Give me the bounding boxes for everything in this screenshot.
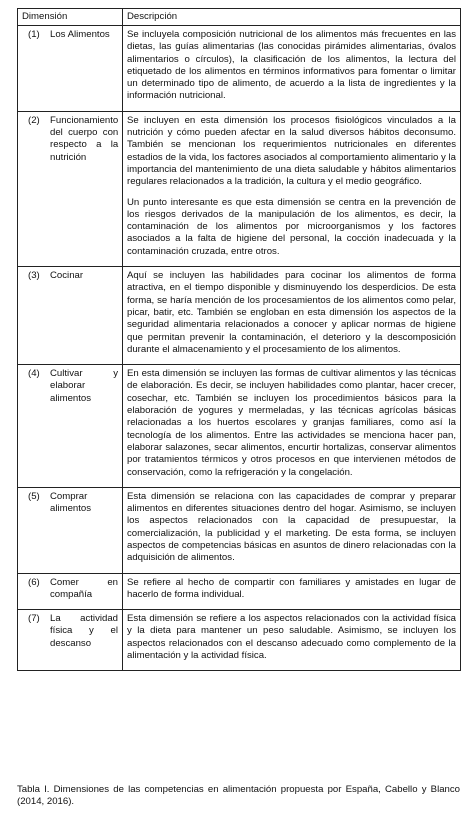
dimension-cell — [18, 573, 123, 610]
dimension-number: (4) — [28, 368, 40, 380]
dimension-cell — [18, 610, 123, 671]
dimension-cell — [18, 487, 123, 573]
table-row — [18, 26, 461, 112]
description-paragraph: Se incluyela composición nutricional de los alimentos más frecuentes en las dietas, las guías alimentarias (las conocidas pirámides alimentarias, óvalos alimentarios o círculos), la clasificación de los alimentos, la lectura del etiquetado de los alimentos en términos informativos para fomentar o limitar un determinado tipo de alimento, de acuerdo a la lista de ingredientes y la información nutricional. — [127, 29, 456, 102]
dimension-number: (5) — [28, 490, 40, 502]
description-paragraph: Se incluyen en esta dimensión los procesos fisiológicos vinculados a la nutrición y cómo pueden afectar en la salud diversos hábitos deconsumo. También se mencionan los requerimientos nutricionales en diferentes estadios de la vida, los factores asociados al comportamiento alimentario y la importancia del mantenimiento de una dieta saludable y hábitos alimentarios regulares relacionados a la tradición, la cultura y el medio geográfico. — [127, 114, 456, 188]
dimension-cell — [18, 26, 123, 112]
table-body — [18, 26, 461, 671]
dimension-number: (7) — [28, 613, 40, 625]
dimension-name: Comer en compañía — [50, 576, 118, 600]
dimension-name: Comprar alimentos — [50, 490, 92, 515]
description-cell — [123, 365, 461, 488]
description-paragraph: Aquí se incluyen las habilidades para cocinar los alimentos de forma atractiva, en el tiempo disponible y disminuyendo los desperdicios. De esta forma, se haría mención de los procesamientos de los alimentos como pelar, picar, batir, etc. También se engloban en esta dimensión los aspectos de la seguridad alimentaria relacionados a conocer y aplicar normas de higiene que permitan prevenir la contaminación, el deterioro y la descomposición durante el almacenamiento y el procesamiento de los alimentos. — [127, 270, 456, 355]
table-row — [18, 111, 461, 266]
description-cell — [123, 26, 461, 112]
header-row — [18, 9, 461, 26]
dimension-name: Los Alimentos — [50, 29, 110, 40]
description-cell — [123, 267, 461, 365]
dimension-name: La actividad física y el descanso — [50, 613, 118, 649]
description-paragraph: Se refiere al hecho de compartir con familiares y amistades en lugar de hacerlo de forma individual. — [127, 576, 456, 600]
dimension-name: Funcionamiento del cuerpo con respecto a la nutrición — [50, 114, 119, 163]
table-header — [18, 9, 461, 26]
dimension-name: Cocinar — [50, 270, 84, 282]
table-caption: Tabla I. Dimensiones de las competencias en alimentación propuesta por España, Cabello y Blanco (2014, 2016). — [17, 784, 460, 807]
table-row — [18, 487, 461, 573]
dimension-number: (6) — [28, 576, 40, 588]
table-row — [18, 610, 461, 671]
description-paragraph: En esta dimensión se incluyen las formas de cultivar alimentos y las técnicas de elaboración. Es decir, se incluyen habilidades como plantar, hacer crecer, cosechar, etc. También se incluyen los procedimientos básicos para la elaboración de yogures y mermeladas, y las técnicas agrícolas básicas relacionadas a los huertos escolares y granjas familiares, como así la tecnología de los alimentos. Entre las actividades se menciona hacer pan, elaborar salazones, secar alimentos, encurtir hortalizas, conservar alimentos por tratamientos térmicos y otros procesos en que intervienen métodos de conservación, como la refrigeración y la congelación. — [127, 368, 456, 478]
description-cell — [123, 487, 461, 573]
header-dimension: Dimensión — [18, 9, 123, 26]
description-cell — [123, 111, 461, 266]
description-paragraph: Esta dimensión se relaciona con las capacidades de comprar y preparar alimentos en diferentes situaciones dentro del hogar. Asimismo, se incluyen los aspectos relacionados con la capacidad de presupuestar, la comercialización, la publicidad y el marketing. De esta forma, se incluyen aspectos de competencias básicas en asuntos de dinero relacionadas con la adquisición de alimentos. — [127, 490, 456, 564]
description-paragraph: Esta dimensión se refiere a los aspectos relacionados con la actividad física y la dieta para mantener un peso saludable. Asimismo, se incluyen los aspectos relacionados con el descanso adecuado como complemento de la alimentación y la actividad física. — [127, 613, 456, 662]
dimension-number: (1) — [28, 29, 40, 40]
description-paragraph: Un punto interesante es que esta dimensión se centra en la prevención de los riesgos derivados de la manipulación de los alimentos, es decir, la contaminación de los alimentos por microorganismos y los factores asociados a la falta de higiene del personal, la cocción inadecuada y la contaminación cruzada, entre otros. — [127, 196, 456, 257]
dimension-number: (3) — [28, 270, 40, 282]
description-cell — [123, 573, 461, 610]
dimension-cell — [18, 365, 123, 488]
dimension-number: (2) — [28, 114, 40, 126]
table-row — [18, 267, 461, 365]
header-description: Descripción — [123, 9, 461, 26]
dimensions-table — [17, 8, 461, 671]
description-cell — [123, 610, 461, 671]
table-row — [18, 365, 461, 488]
dimension-cell — [18, 111, 123, 266]
dimension-name: Cultivar y elaborar alimentos — [50, 368, 118, 404]
dimension-cell — [18, 267, 123, 365]
table-row — [18, 573, 461, 610]
